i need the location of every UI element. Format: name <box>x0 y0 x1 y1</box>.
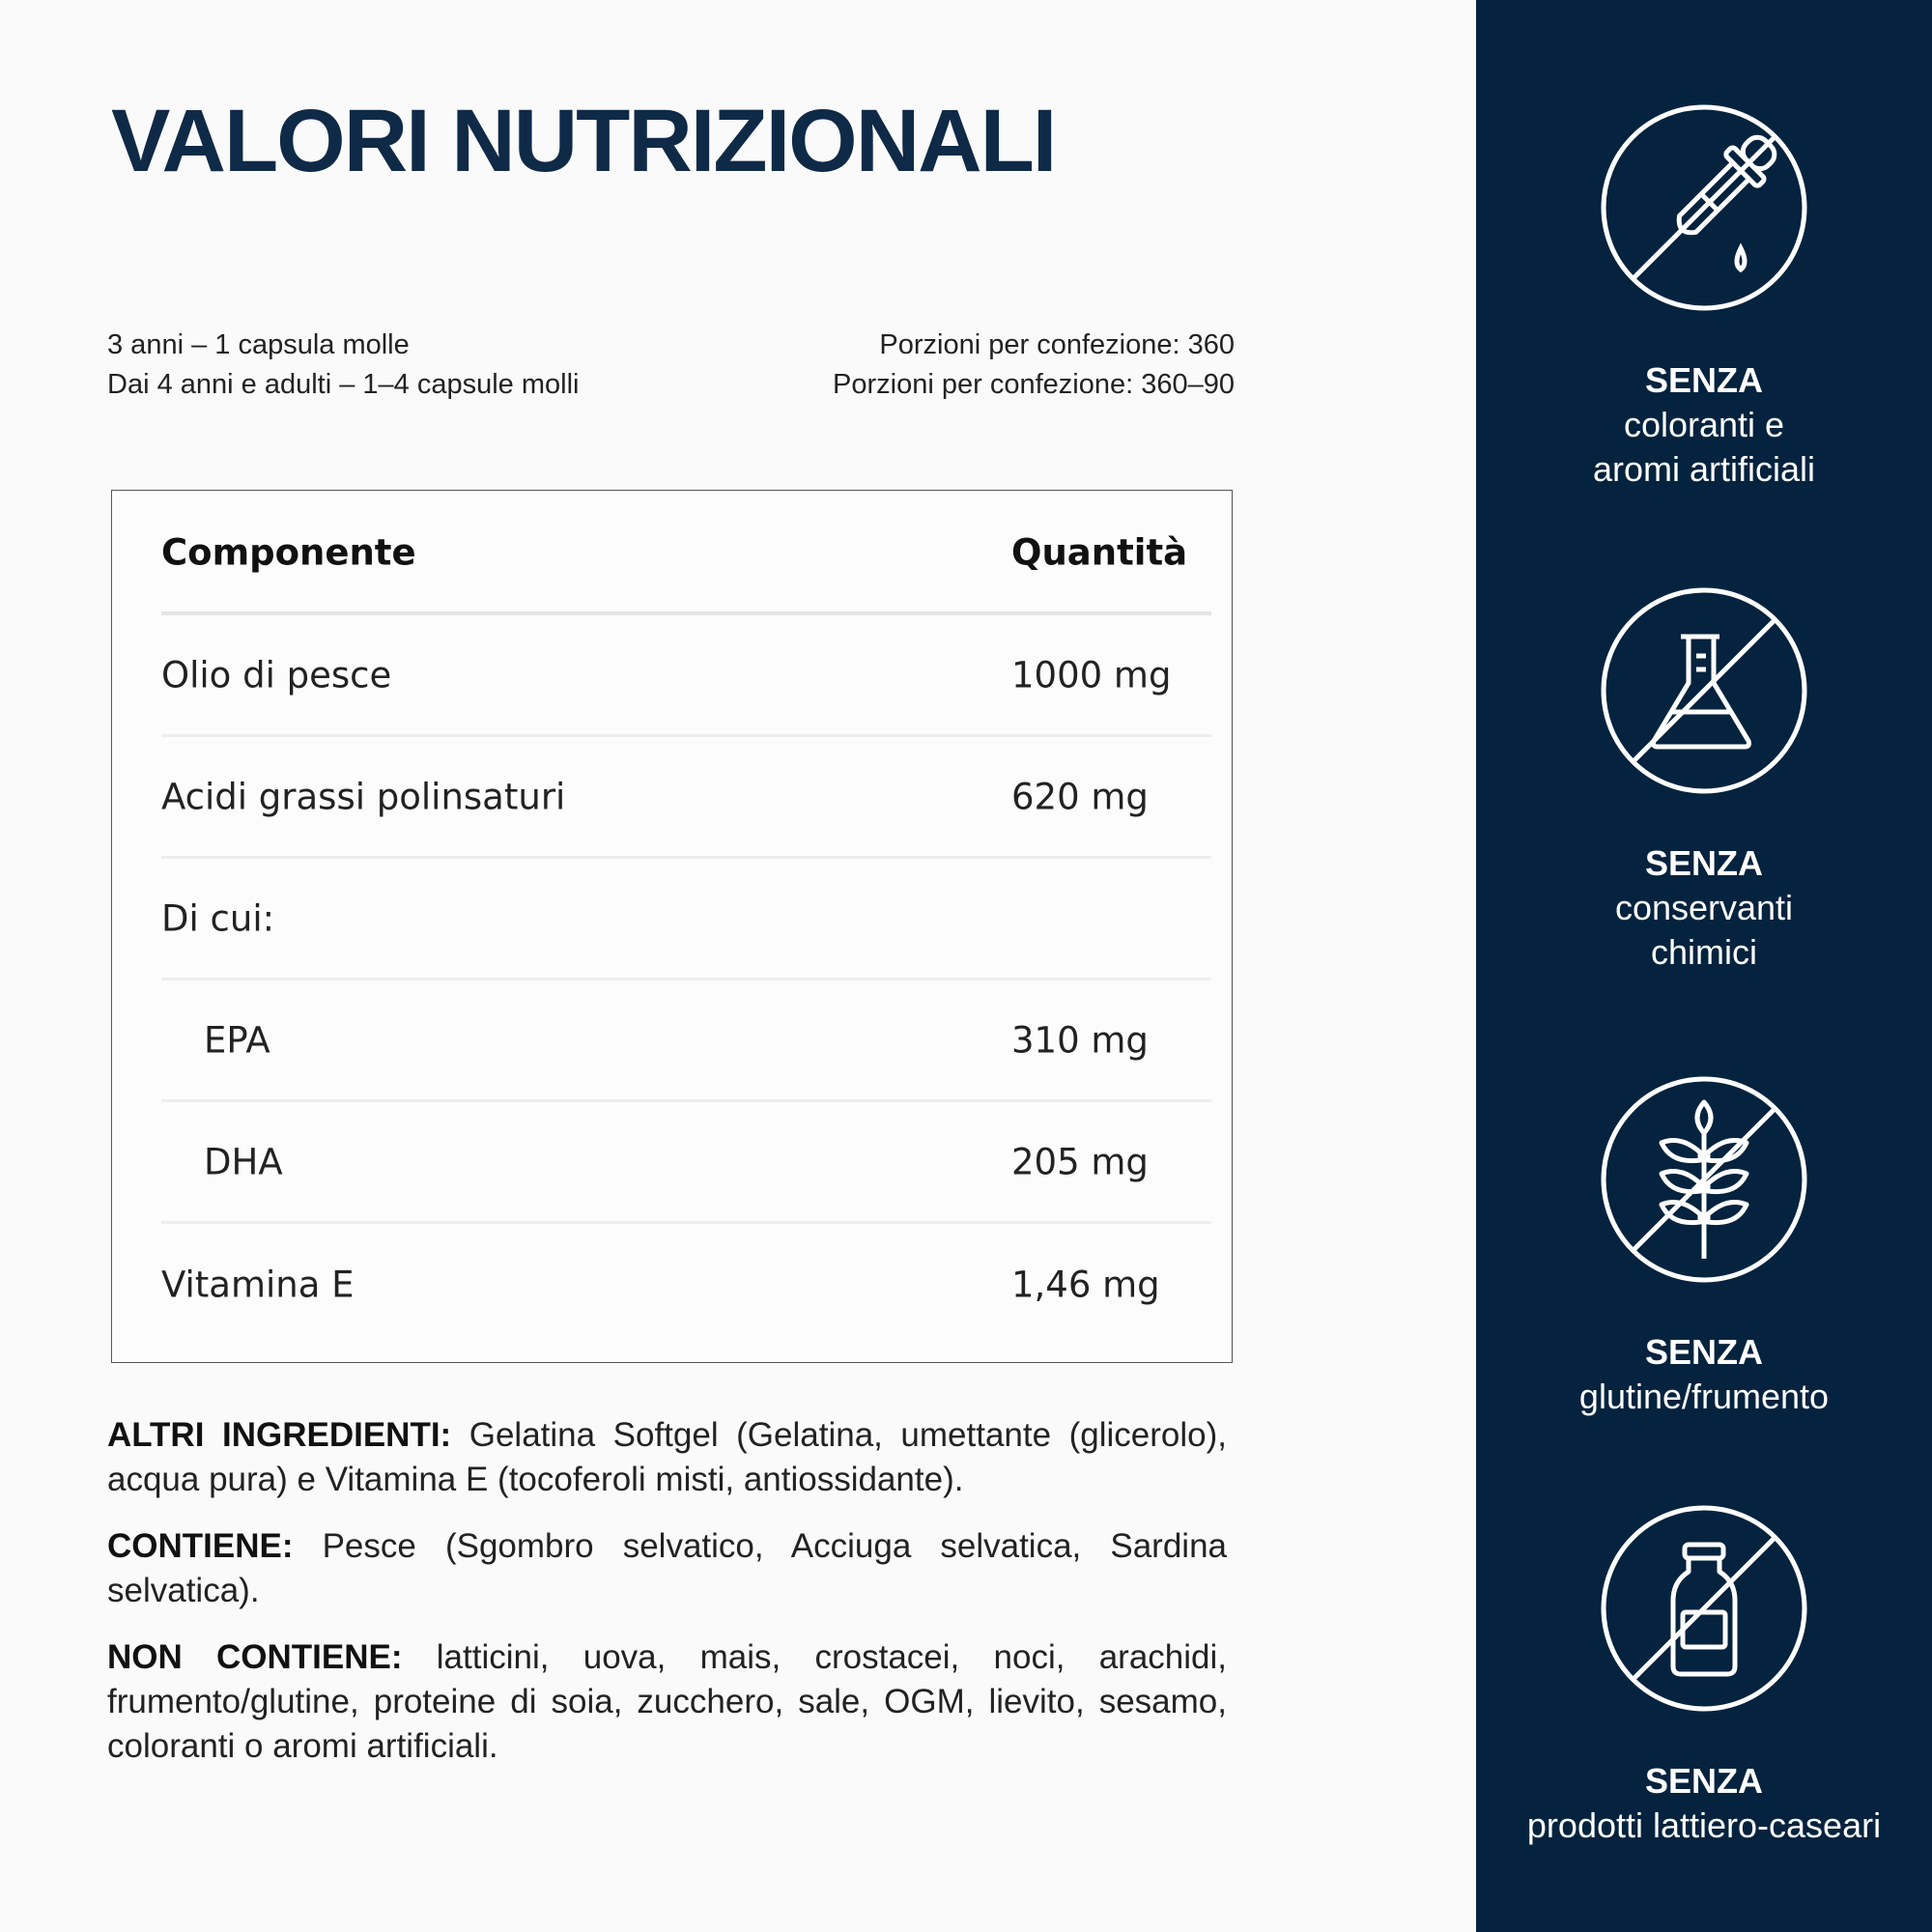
feature-no-dairy <box>1476 1504 1932 1848</box>
row-component: Di cui: <box>161 897 275 939</box>
feature-title: SENZA <box>1644 360 1763 400</box>
not-contains-label: NON CONTIENE: <box>107 1638 403 1676</box>
feature-title: SENZA <box>1644 843 1763 883</box>
feature-no-preservatives <box>1476 586 1932 975</box>
servings-line: Porzioni per confezione: 360 <box>879 329 1235 360</box>
table-row <box>161 980 1211 1102</box>
dosage-line: Dai 4 anni e adulti – 1–4 capsule molli <box>107 369 580 400</box>
table-row <box>161 1102 1211 1224</box>
table-header-row <box>161 494 1211 615</box>
not-contains <box>107 1635 1227 1769</box>
feature-text: conservanti chimici <box>1614 888 1794 972</box>
no-flask-icon <box>1600 586 1808 795</box>
row-quantity: 1,46 mg <box>1011 1264 1160 1306</box>
row-component: Olio di pesce <box>161 654 392 696</box>
feature-text: glutine/frumento <box>1578 1377 1830 1416</box>
feature-no-gluten <box>1476 1075 1932 1419</box>
no-wheat-icon <box>1600 1075 1808 1284</box>
other-ingredients <box>107 1413 1227 1502</box>
row-quantity: 205 mg <box>1011 1141 1149 1182</box>
no-milk-bottle-icon <box>1600 1504 1808 1713</box>
other-ingredients-text: Gelatina Softgel (Gelatina, umettante (glicerolo), acqua pura) e Vitamina E (tocoferoli misti, antiossidante). <box>107 1416 1227 1498</box>
table-row <box>161 615 1211 737</box>
row-quantity: 620 mg <box>1011 776 1149 817</box>
row-component: Acidi grassi polinsaturi <box>161 776 566 817</box>
column-header-component: Componente <box>161 531 416 574</box>
feature-text: prodotti lattiero-caseari <box>1526 1805 1882 1845</box>
table-row <box>161 737 1211 859</box>
contains-text: Pesce (Sgombro selvatico, Acciuga selvatica, Sardina selvatica). <box>107 1527 1227 1609</box>
servings-right <box>833 326 1235 405</box>
feature-no-colorants <box>1476 103 1932 492</box>
page-title: VALORI NUTRIZIONALI <box>111 92 1056 190</box>
feature-title: SENZA <box>1644 1332 1763 1372</box>
not-contains-text: latticini, uova, mais, crostacei, noci, arachidi, frumento/glutine, proteine di soia, zucchero, sale, OGM, lievito, sesamo, coloranti o aromi artificiali. <box>107 1638 1227 1765</box>
feature-title: SENZA <box>1644 1761 1763 1801</box>
dosage-left <box>107 326 579 405</box>
table-row <box>161 859 1211 980</box>
nutrition-table <box>111 490 1233 1363</box>
table-row <box>161 1224 1211 1346</box>
row-component: EPA <box>204 1019 270 1061</box>
contains <box>107 1524 1227 1613</box>
servings-line: Porzioni per confezione: 360–90 <box>833 369 1235 400</box>
row-quantity: 1000 mg <box>1011 654 1172 696</box>
no-dropper-icon <box>1600 103 1808 312</box>
row-component: DHA <box>204 1141 283 1182</box>
row-component: Vitamina E <box>161 1264 355 1306</box>
dosage-line: 3 anni – 1 capsula molle <box>107 329 410 360</box>
contains-label: CONTIENE: <box>107 1527 294 1565</box>
row-quantity: 310 mg <box>1011 1019 1149 1061</box>
other-ingredients-label: ALTRI INGREDIENTI: <box>107 1416 452 1454</box>
feature-text: coloranti e aromi artificiali <box>1592 405 1816 489</box>
features-sidebar <box>1476 0 1932 1932</box>
column-header-quantity: Quantità <box>1011 531 1188 574</box>
